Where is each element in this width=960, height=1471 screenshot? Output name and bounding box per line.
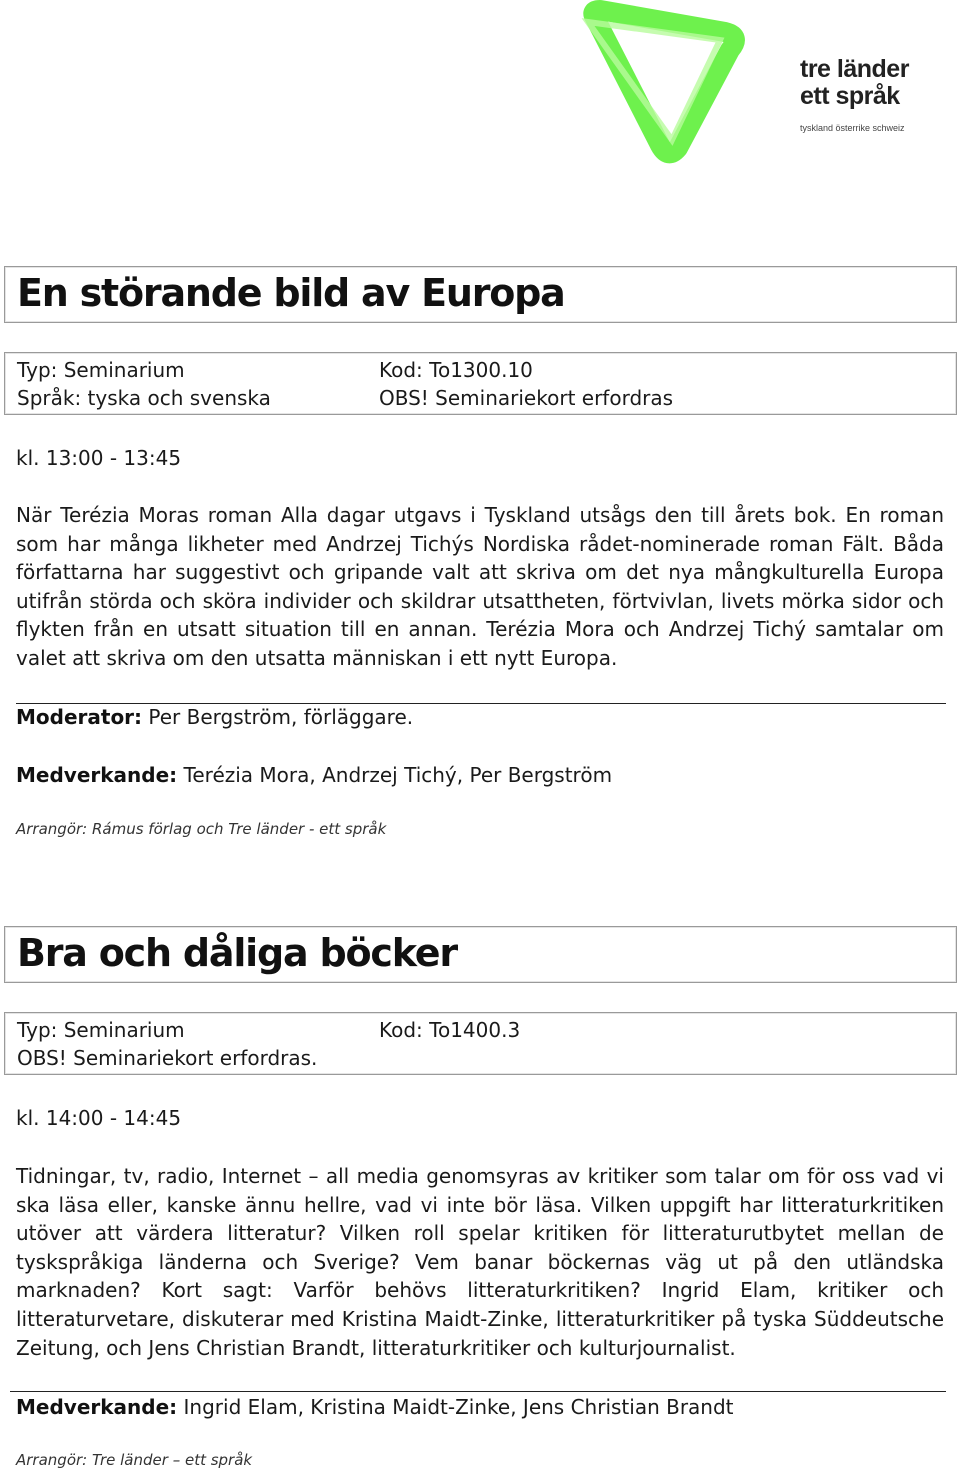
participants-line xyxy=(16,1395,734,1419)
moderator-line xyxy=(16,705,413,729)
event-code: Kod: To1400.3 xyxy=(379,1018,521,1042)
event-time: kl. 14:00 - 14:45 xyxy=(16,1106,182,1130)
event-description: När Terézia Moras roman Alla dagar utgavs i Tyskland utsågs den till årets bok. En roman som har många likheter med Andrzej Tichýs Nordiska rådet-nominerade roman Fält. Båda författarna har suggestivt och gripande valt att skriva om det nya mångkulturella Europa utifrån störda och sköra individer och skildrar utsattheten, förtvivlan, livets mörka sidor och flykten från en utsatt situation till en annan. Terézia Mora och Andrzej Tichý samtalar om valet att skriva om den utsatta människan i ett nytt Europa. xyxy=(16,503,944,670)
participants-label: Medverkande: xyxy=(16,1395,178,1419)
logo-line-2: ett språk xyxy=(800,82,900,110)
participants-value: Terézia Mora, Andrzej Tichý, Per Bergström xyxy=(183,763,613,787)
event-title-box xyxy=(4,266,957,323)
moderator-label: Moderator: xyxy=(16,705,143,729)
event-time: kl. 13:00 - 13:45 xyxy=(16,446,182,470)
participants-value: Ingrid Elam, Kristina Maidt-Zinke, Jens Christian Brandt xyxy=(183,1395,734,1419)
participants-label: Medverkande: xyxy=(16,763,178,787)
event-code: Kod: To1300.10 xyxy=(379,358,533,382)
divider xyxy=(10,1391,946,1392)
event-type: Typ: Seminarium xyxy=(17,1018,185,1042)
moderator-value: Per Bergström, förläggare. xyxy=(148,705,414,729)
event-language: Språk: tyska och svenska xyxy=(17,386,271,410)
logo-tagline: tyskland österrike schweiz xyxy=(800,123,905,133)
event-info-box xyxy=(4,352,957,415)
event-type: Typ: Seminarium xyxy=(17,358,185,382)
event-description: Tidningar, tv, radio, Internet – all media genomsyras av kritiker som talar om för oss vad vi ska läsa eller, kanske ännu hellre, vad vi inte bör läsa. Vilken uppgift har litteraturkritiken utöver att värdera litteratur? Vilken roll spelar kritiken för litteraturutbytet mellan de tyskspråkiga länderna och Sverige? Vem banar böckernas väg ut på den utländska marknaden? Kort sagt: Varför behövs litteraturkritiken? Ingrid Elam, kritiker och litteraturvetare, diskuterar med Kristina Maidt-Zinke, litteraturkritiker på tyska Süddeutsche Zeitung, och Jens Christian Brandt, litteraturkritiker och kulturjournalist. xyxy=(16,1164,944,1360)
event-title: Bra och dåliga böcker xyxy=(17,931,457,975)
organizer: Arrangör: Tre länder – ett språk xyxy=(16,1451,253,1469)
logo-text xyxy=(800,56,909,133)
event-title-box xyxy=(4,926,957,983)
event-title: En störande bild av Europa xyxy=(17,271,565,315)
participants-line xyxy=(16,763,612,787)
organizer: Arrangör: Rámus förlag och Tre länder - ett språk xyxy=(16,820,387,838)
divider xyxy=(16,703,946,704)
logo-line-1: tre länder xyxy=(800,55,909,83)
event-info-box xyxy=(4,1012,957,1075)
event-note: OBS! Seminariekort erfordras. xyxy=(17,1046,318,1070)
event-note: OBS! Seminariekort erfordras xyxy=(379,386,674,410)
